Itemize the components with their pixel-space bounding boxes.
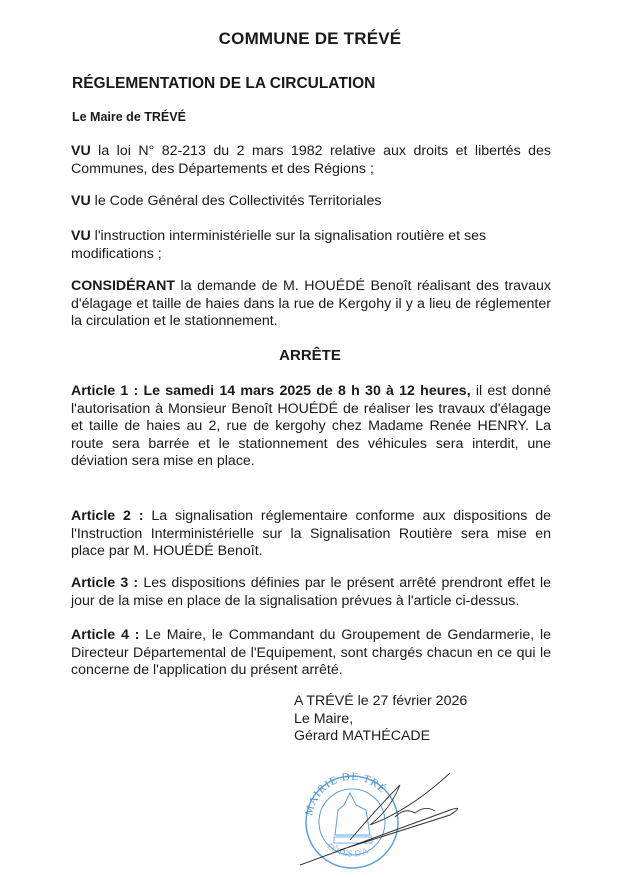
article-3	[71, 575, 551, 610]
visa-text: la loi N° 82-213 du 2 mars 1982 relative aux droits et libertés des Communes, des Départements et des Régions ;	[71, 143, 551, 177]
visa-text: l'instruction interministérielle sur la signalisation routière et ses modifications ;	[71, 228, 487, 262]
arrete-heading: ARRÊTE	[279, 347, 341, 364]
visa-3	[71, 228, 521, 263]
issuer-line: Le Maire de TRÉVÉ	[72, 110, 186, 124]
regulation-subtitle: RÉGLEMENTATION DE LA CIRCULATION	[72, 75, 376, 92]
signature-block	[294, 693, 467, 746]
visa-text: le Code Général des Collectivités Territoriales	[90, 193, 382, 209]
commune-title: COMMUNE DE TRÉVÉ	[218, 29, 402, 48]
article-lead: Article 4 :	[71, 627, 140, 643]
article-2	[71, 508, 551, 561]
article-text: Les dispositions définies par le présent arrêté prendront effet le jour de la mise en place de la signalisation prévues à l'article ci-dessus.	[71, 575, 551, 609]
considerant-text: la demande de M. HOUÉDÉ Benoît réalisant des travaux d'élagage et taille de haies dans la rue de Kergohy il y a lieu de réglementer la circulation et le stationnement.	[71, 278, 551, 329]
svg-text:MAIRIE DE TRÉ: MAIRIE DE TRÉ	[303, 770, 389, 817]
article-lead: Article 2 :	[71, 508, 144, 524]
mairie-stamp-and-signature-icon	[300, 765, 460, 870]
article-4	[71, 627, 551, 680]
considerant	[71, 278, 551, 331]
visa-lead: VU	[71, 193, 91, 209]
svg-text:CÔTES D'A: CÔTES D'A	[325, 840, 370, 859]
article-date-time: Le samedi 14 mars 2025 de 8 h 30 à 12 heures,	[138, 383, 471, 399]
article-text: il est donné l'autorisation à Monsieur Benoît HOUÉDÉ de réaliser les travaux d'élagage et taille de haies au 2, rue de kergohy chez Madame Renée HENRY. La route sera barrée et le stationnement des véhicules sera interdit, une déviation sera mise en place.	[71, 383, 551, 469]
considerant-lead: CONSIDÉRANT	[71, 278, 176, 294]
article-lead: Article 3 :	[71, 575, 139, 591]
article-1	[71, 383, 551, 471]
article-text: Le Maire, le Commandant du Groupement de Gendarmerie, le Directeur Départemental de l'Equipement, sont chargés chacun en ce qui le concerne de l'application du présent arrêté.	[71, 627, 552, 678]
visa-1	[71, 143, 551, 178]
article-text: La signalisation réglementaire conforme aux dispositions de l'Instruction Interministérielle sur la Signalisation Routière sera mise en place par M. HOUÉDÉ Benoît.	[71, 508, 551, 559]
signatory-name: Gérard MATHÉCADE	[294, 728, 431, 744]
place-date: A TRÉVÉ le 27 février 2026	[294, 693, 468, 709]
visa-lead: VU	[71, 143, 91, 159]
visa-2	[71, 193, 551, 211]
signatory-role: Le Maire,	[294, 710, 354, 727]
visa-lead: VU	[71, 228, 91, 244]
article-lead: Article 1 :	[71, 383, 139, 399]
